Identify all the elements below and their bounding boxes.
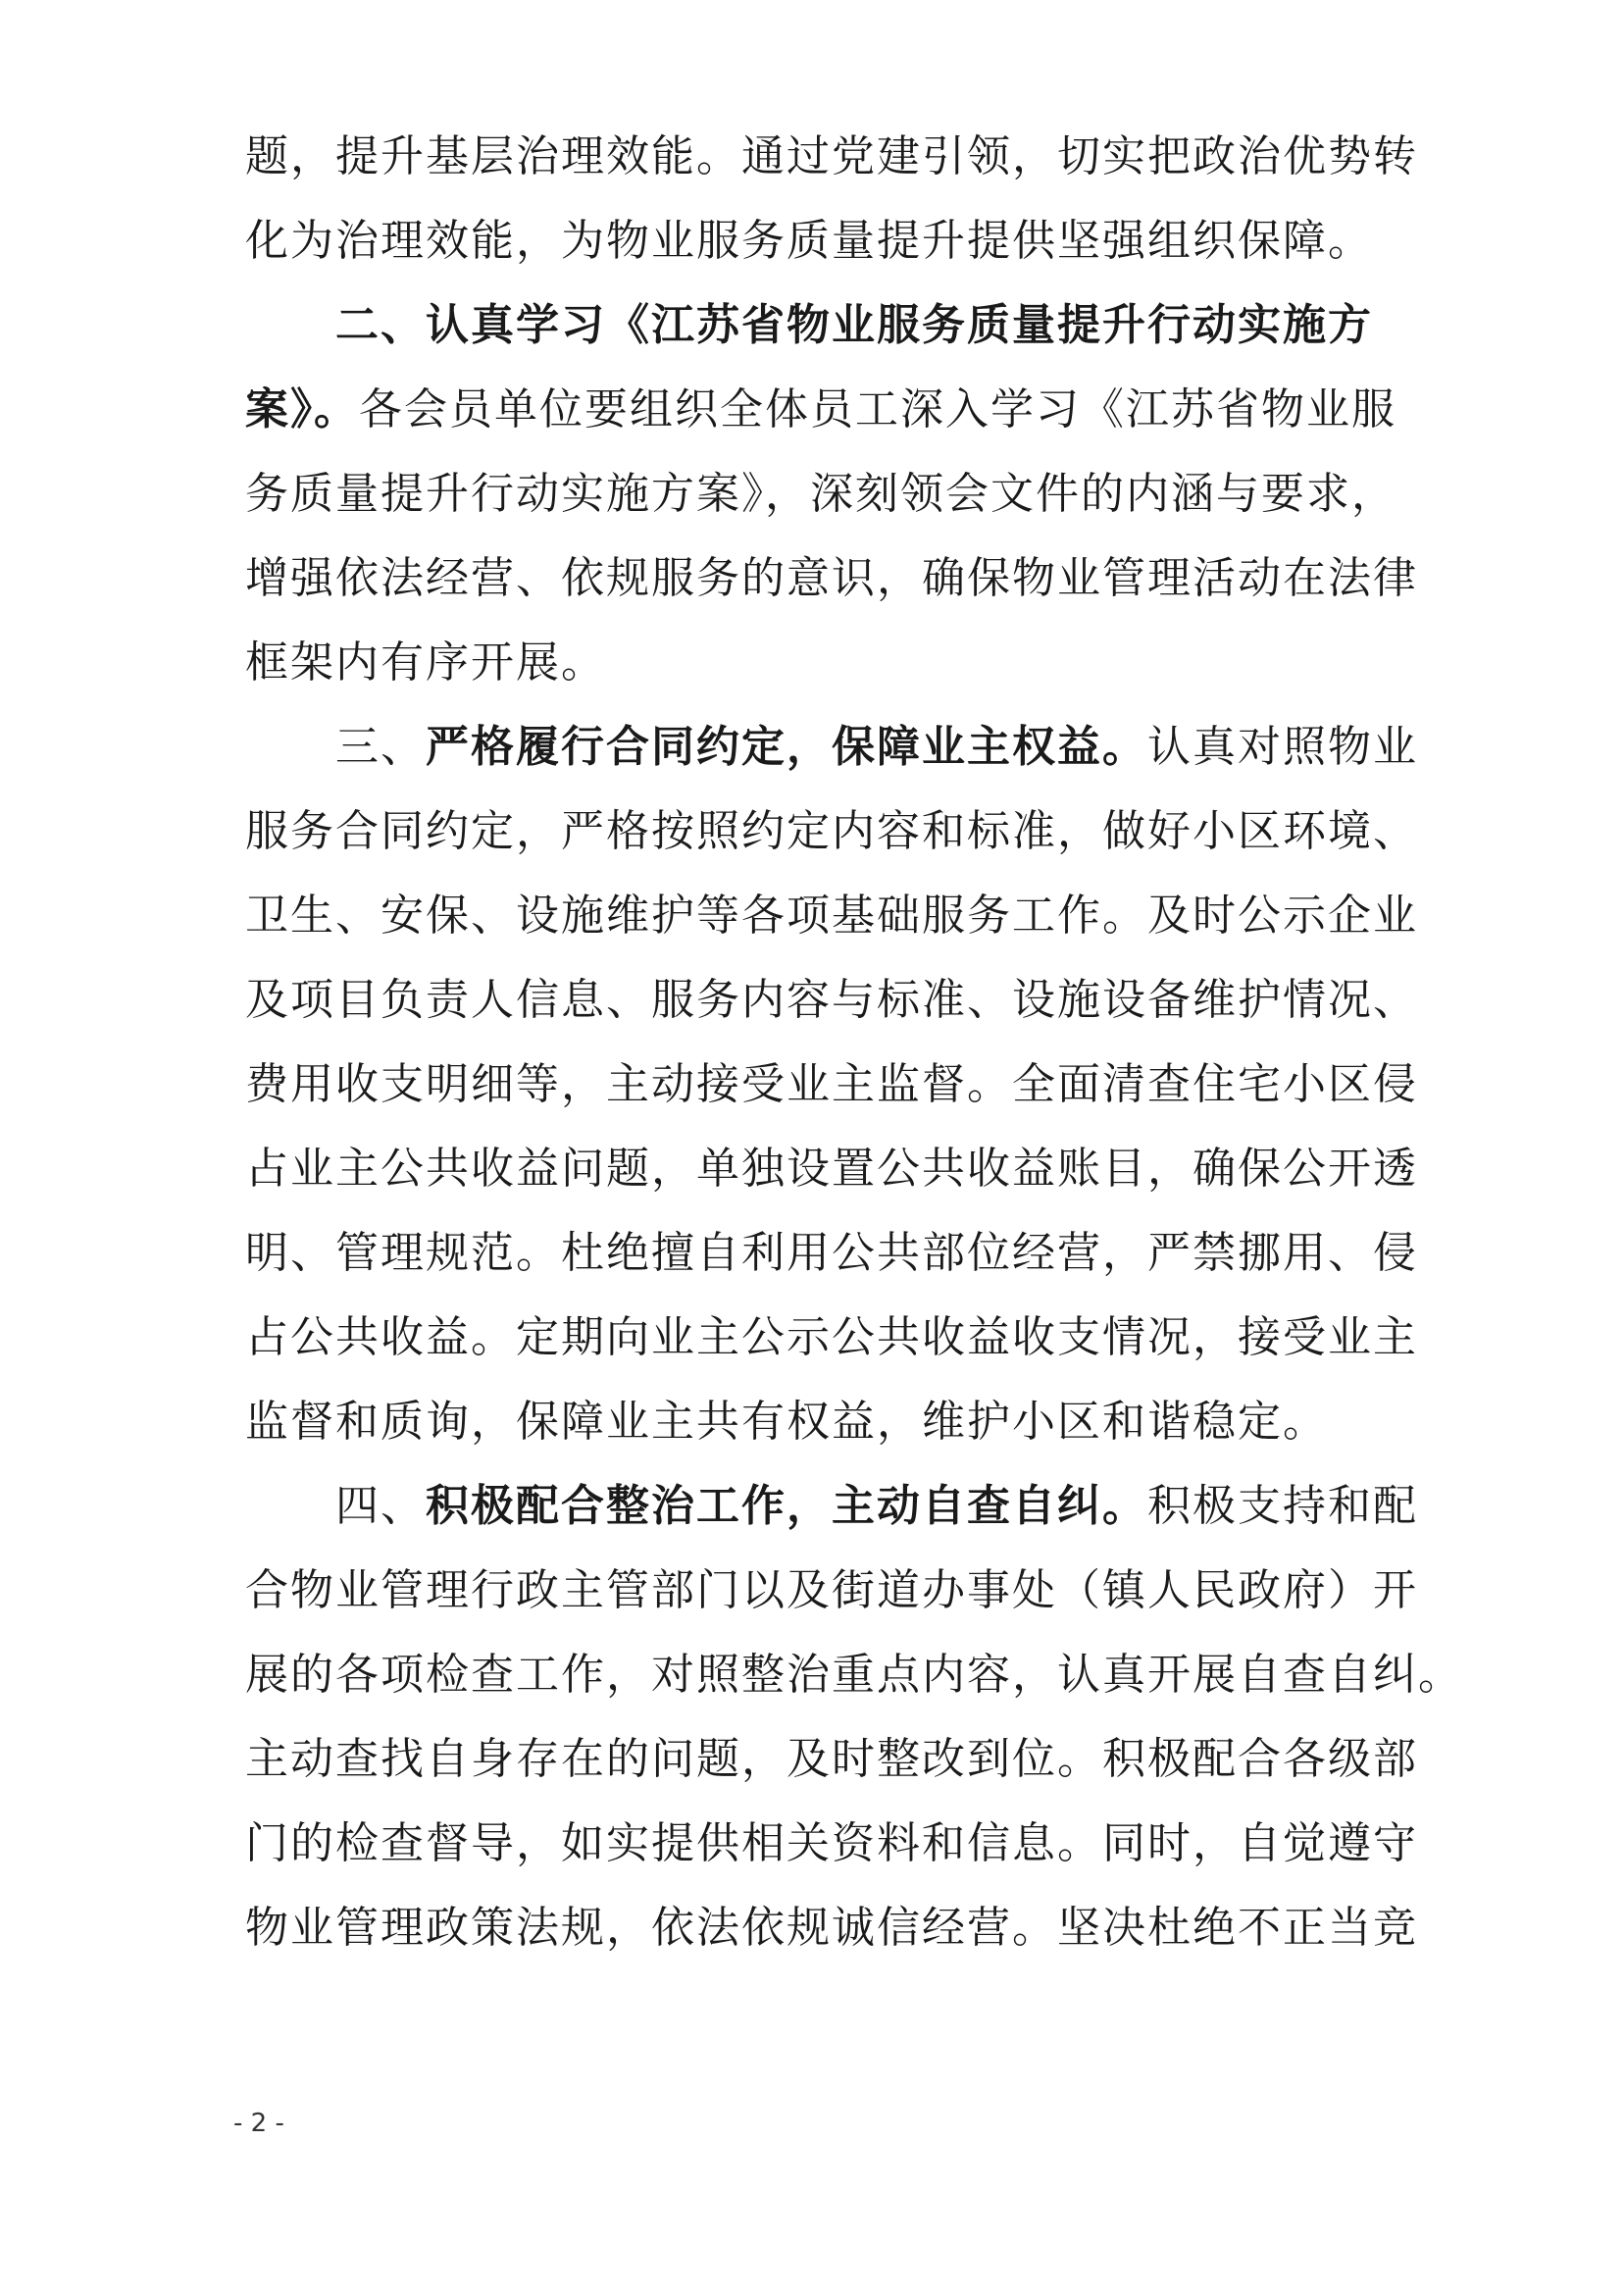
body-text-line: 卫生、安保、设施维护等各项基础服务工作。及时公示企业	[245, 891, 1418, 941]
section-number: 四、	[335, 1481, 426, 1531]
body-text-line: 门的检查督导，如实提供相关资料和信息。同时，自觉遵守	[245, 1818, 1418, 1868]
body-text-line: 合物业管理行政主管部门以及街道办事处（镇人民政府）开	[245, 1565, 1418, 1615]
body-text-line: 服务合同约定，严格按照约定内容和标准，做好小区环境、	[245, 806, 1418, 856]
page-number: - 2 -	[233, 2109, 284, 2138]
section-heading-line	[335, 1477, 1418, 1536]
body-text-line: 展的各项检查工作，对照整治重点内容，认真开展自查自纠。	[245, 1650, 1463, 1700]
body-text-line: 占公共收益。定期向业主公示公共收益收支情况，接受业主	[245, 1312, 1418, 1362]
body-text-line: 增强依法经营、依规服务的意识，确保物业管理活动在法律	[245, 553, 1418, 603]
body-text-line: 及项目负责人信息、服务内容与标准、设施设备维护情况、	[245, 975, 1418, 1025]
body-text-line: 主动查找自身存在的问题，及时整改到位。积极配合各级部	[245, 1734, 1418, 1784]
section-heading-line	[335, 296, 1373, 355]
body-text-line: 化为治理效能，为物业服务质量提升提供坚强组织保障。	[245, 216, 1373, 266]
body-text-line: 明、管理规范。杜绝擅自利用公共部位经营，严禁挪用、侵	[245, 1228, 1418, 1278]
body-text-line	[245, 381, 1396, 439]
body-text-line: 题，提升基层治理效能。通过党建引领，切实把政治优势转	[245, 131, 1418, 181]
body-text-line: 务质量提升行动实施方案》，深刻领会文件的内涵与要求，	[245, 469, 1396, 519]
body-text-span: 认真对照物业	[1147, 722, 1418, 772]
body-text-span: 各会员单位要组织全体员工深入学习《江苏省物业服	[359, 384, 1396, 434]
section-heading-line	[335, 718, 1418, 777]
section-number: 三、	[335, 722, 426, 772]
body-text-line: 占业主公共收益问题，单独设置公共收益账目，确保公开透	[245, 1144, 1418, 1194]
section-heading-three: 严格履行合同约定，保障业主权益。	[426, 722, 1147, 772]
body-text-span: 积极支持和配	[1147, 1481, 1418, 1531]
body-text-line: 监督和质询，保障业主共有权益，维护小区和谐稳定。	[245, 1397, 1328, 1447]
body-text-line: 物业管理政策法规，依法依规诚信经营。坚决杜绝不正当竞	[245, 1903, 1418, 1953]
section-heading-four: 积极配合整治工作，主动自查自纠。	[426, 1481, 1147, 1531]
body-text-line: 框架内有序开展。	[245, 637, 606, 688]
section-heading-two-end: 案》。	[245, 384, 359, 434]
body-text-line: 费用收支明细等，主动接受业主监督。全面清查住宅小区侵	[245, 1059, 1418, 1109]
section-heading-two: 二、认真学习《江苏省物业服务质量提升行动实施方	[335, 300, 1373, 350]
